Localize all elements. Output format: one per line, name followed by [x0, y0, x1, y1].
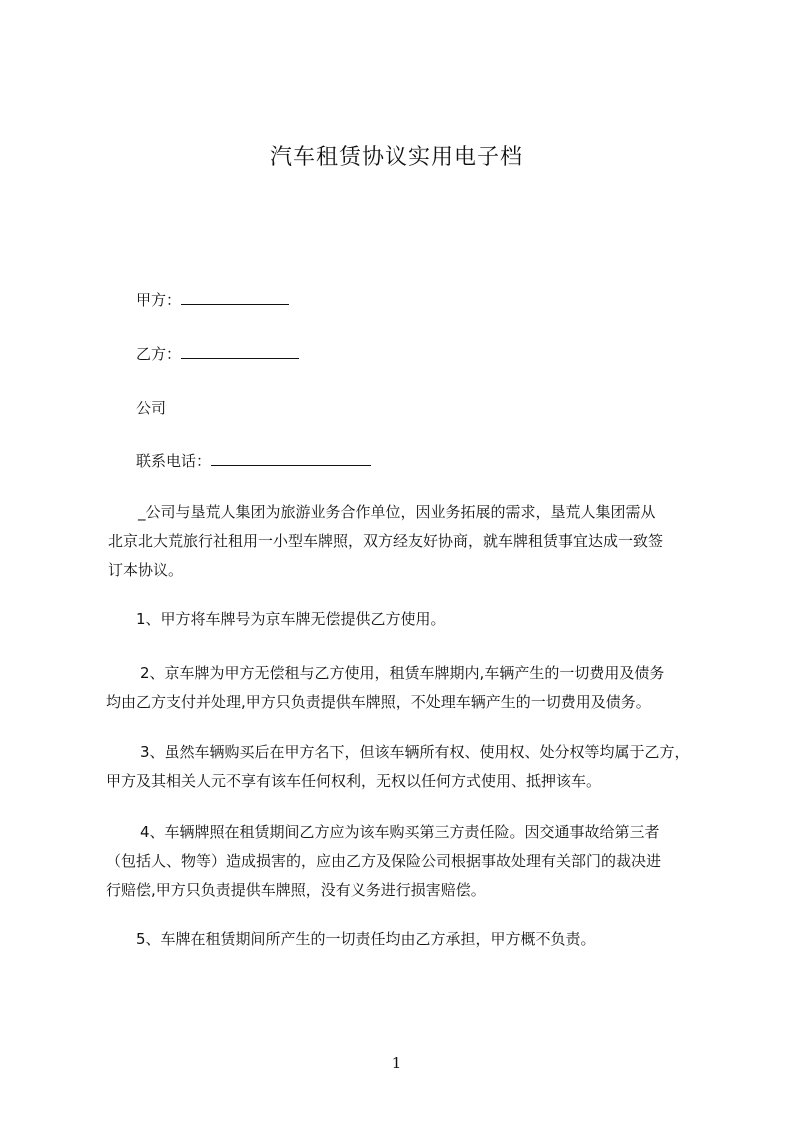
- clause-line: 甲方及其相关人元不享有该车任何权利，无权以任何方式使用、抵押该车。: [106, 772, 602, 790]
- phone-line: [136, 450, 371, 472]
- clause-line: 均由乙方支付并处理,甲方只负责提供车牌照，不处理车辆产生的一切费用及债务。: [106, 693, 651, 711]
- intro-line: 订本协议。: [108, 561, 184, 579]
- intro-line: _公司与垦荒人集团为旅游业务合作单位，因业务拓展的需求，垦荒人集团需从: [138, 503, 656, 521]
- party-a-label: 甲方：: [136, 291, 182, 309]
- clause-line: 1、甲方将车牌号为京车牌无偿提供乙方使用。: [136, 610, 446, 628]
- party-a-blank[interactable]: [181, 289, 289, 305]
- clause-line: 行赔偿,甲方只负责提供车牌照，没有义务进行损害赔偿。: [106, 881, 486, 899]
- clause-line: 4、车辆牌照在租赁期间乙方应为该车购买第三方责任险。因交通事故给第三者: [140, 823, 660, 841]
- clause-line: 5、车牌在租赁期间所产生的一切责任均由乙方承担，甲方概不负责。: [136, 930, 596, 948]
- clause-2: [106, 659, 664, 717]
- party-b-blank[interactable]: [181, 343, 299, 359]
- clause-3: [106, 738, 690, 796]
- party-a-line: [136, 289, 289, 311]
- clause-line: 3、虽然车辆购买后在甲方名下，但该车辆所有权、使用权、处分权等均属于乙方，: [140, 743, 690, 761]
- clause-5: [136, 925, 596, 954]
- phone-label: 联系电话：: [136, 452, 212, 470]
- page-number: 1: [391, 1054, 402, 1072]
- clause-line: 2、京车牌为甲方无偿租与乙方使用，租赁车牌期内,车辆产生的一切费用及债务: [140, 664, 665, 682]
- document-title: 汽车租赁协议实用电子档: [269, 145, 523, 170]
- intro-line: 北京北大荒旅行社租用一小型车牌照，双方经友好协商，就车牌租赁事宜达成一致签: [108, 532, 664, 550]
- phone-blank[interactable]: [211, 450, 371, 466]
- company-label: 公司: [136, 399, 167, 417]
- party-b-label: 乙方：: [136, 345, 182, 363]
- company-line: [136, 397, 166, 419]
- intro-paragraph: [108, 498, 663, 585]
- clause-line: （包括人、物等）造成损害的，应由乙方及保险公司根据事故处理有关部门的裁决进: [106, 852, 662, 870]
- clause-4: [106, 818, 661, 905]
- clause-1: [136, 605, 446, 634]
- party-b-line: [136, 343, 299, 365]
